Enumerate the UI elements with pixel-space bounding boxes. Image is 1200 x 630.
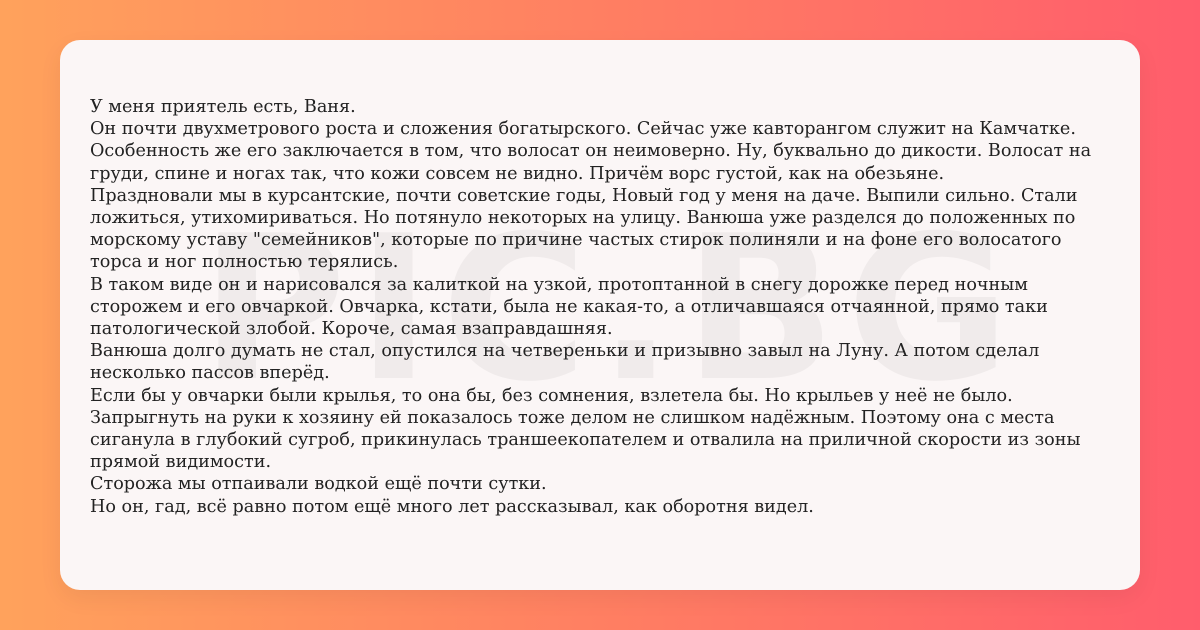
story-text [90,96,1110,518]
story-paragraph: Если бы у овчарки были крылья, то она бы, без сомнения, взлетела бы. Но крыльев у неё не было. Запрыгнуть на руки к хозяину ей показалось тоже делом не слишком надёжным. Поэтому она с места сиганула в глубокий сугроб, прикинулась траншеекопателем и отвалила на приличной скорости из зоны прямой видимости. [90,385,1081,473]
story-paragraph: В таком виде он и нарисовался за калиткой на узкой, протоптанной в снегу дорожке перед ночным сторожем и его овчаркой. Овчарка, кстати, была не какая-то, а отличавшаяся отчаянной, прямо таки патологической злобой. Короче, самая взаправдашняя. [90,274,1048,340]
story-paragraph: Сторожа мы отпаивали водкой ещё почти сутки. [90,474,547,495]
story-paragraph: У меня приятель есть, Ваня. [90,97,356,117]
story-paragraph: Ванюша долго думать не стал, опустился на четвереньки и призывно завыл на Луну. А потом сделал несколько пассов вперёд. [90,341,1040,384]
story-card [60,40,1140,590]
story-paragraph: Особенность же его заключается в том, что волосат он неимоверно. Ну, буквально до дикости. Волосат на груди, спине и ногах так, что кожи совсем не видно. Причём ворс густой, как на обезьяне. [90,141,1092,184]
story-paragraph: Но он, гад, всё равно потом ещё много лет рассказывал, как оборотня видел. [90,496,814,517]
story-paragraph: Он почти двухметрового роста и сложения богатырского. Сейчас уже кавторангом служит на Камчатке. [90,119,1076,140]
story-paragraph: Праздновали мы в курсантские, почти советские годы, Новый год у меня на даче. Выпили сильно. Стали ложиться, утихомириваться. Но потянуло некоторых на улицу. Ванюша уже разделся до положенных по морскому уставу "семейников", которые по причине частых стирок полиняли и на фоне его волосатого торса и ног полностью терялись. [90,185,1078,273]
